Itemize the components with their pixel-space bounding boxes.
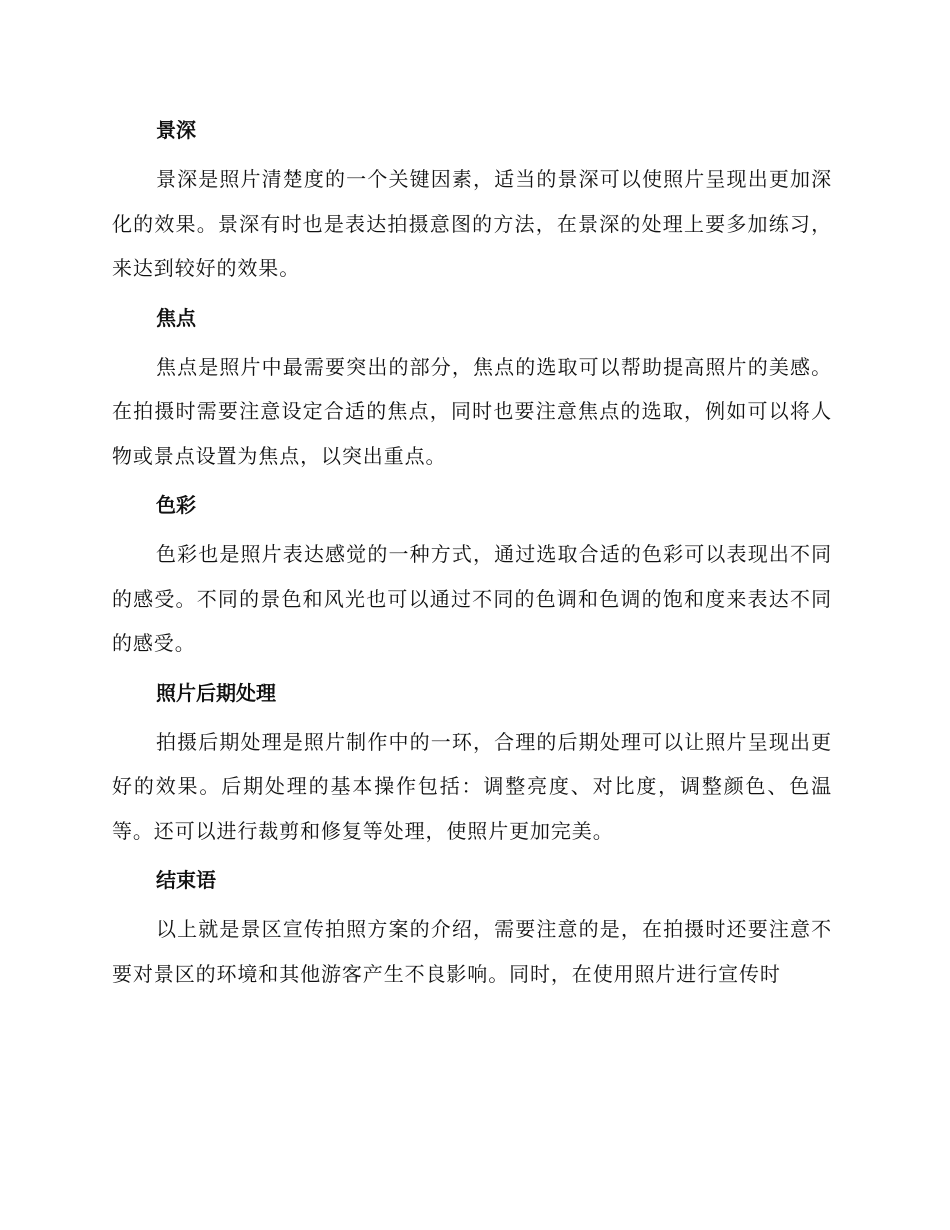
section-heading-focus: 焦点 bbox=[156, 305, 196, 330]
section-heading-color: 色彩 bbox=[156, 493, 196, 517]
section-heading-depth-of-field: 景深 bbox=[156, 118, 196, 142]
section-body-post-processing: 拍摄后期处理是照片制作中的一环，合理的后期处理可以让照片呈现出更好的效果。后期处理的基本操作包括：调整亮度、对比度，调整颜色、色温等。还可以进行裁剪和修复等处理，使照片更加完美。 bbox=[112, 729, 832, 843]
section-heading-conclusion: 结束语 bbox=[156, 868, 216, 892]
section-body-depth-of-field: 景深是照片清楚度的一个关键因素，适当的景深可以使照片呈现出更加深化的效果。景深有时也是表达拍摄意图的方法，在景深的处理上要多加练习，来达到较好的效果。 bbox=[112, 167, 832, 280]
section-heading-post-processing: 照片后期处理 bbox=[156, 680, 276, 705]
section-body-color: 色彩也是照片表达感觉的一种方式，通过选取合适的色彩可以表现出不同的感受。不同的景色和风光也可以通过不同的色调和色调的饱和度来表达不同的感受。 bbox=[112, 542, 832, 655]
section-body-focus: 焦点是照片中最需要突出的部分，焦点的选取可以帮助提高照片的美感。在拍摄时需要注意设定合适的焦点，同时也要注意焦点的选取，例如可以将人物或景点设置为焦点，以突出重点。 bbox=[112, 354, 832, 468]
document-content bbox=[112, 108, 832, 1001]
section-body-conclusion: 以上就是景区宣传拍照方案的介绍，需要注意的是，在拍摄时还要注意不要对景区的环境和其他游客产生不良影响。同时，在使用照片进行宣传时 bbox=[112, 917, 832, 986]
